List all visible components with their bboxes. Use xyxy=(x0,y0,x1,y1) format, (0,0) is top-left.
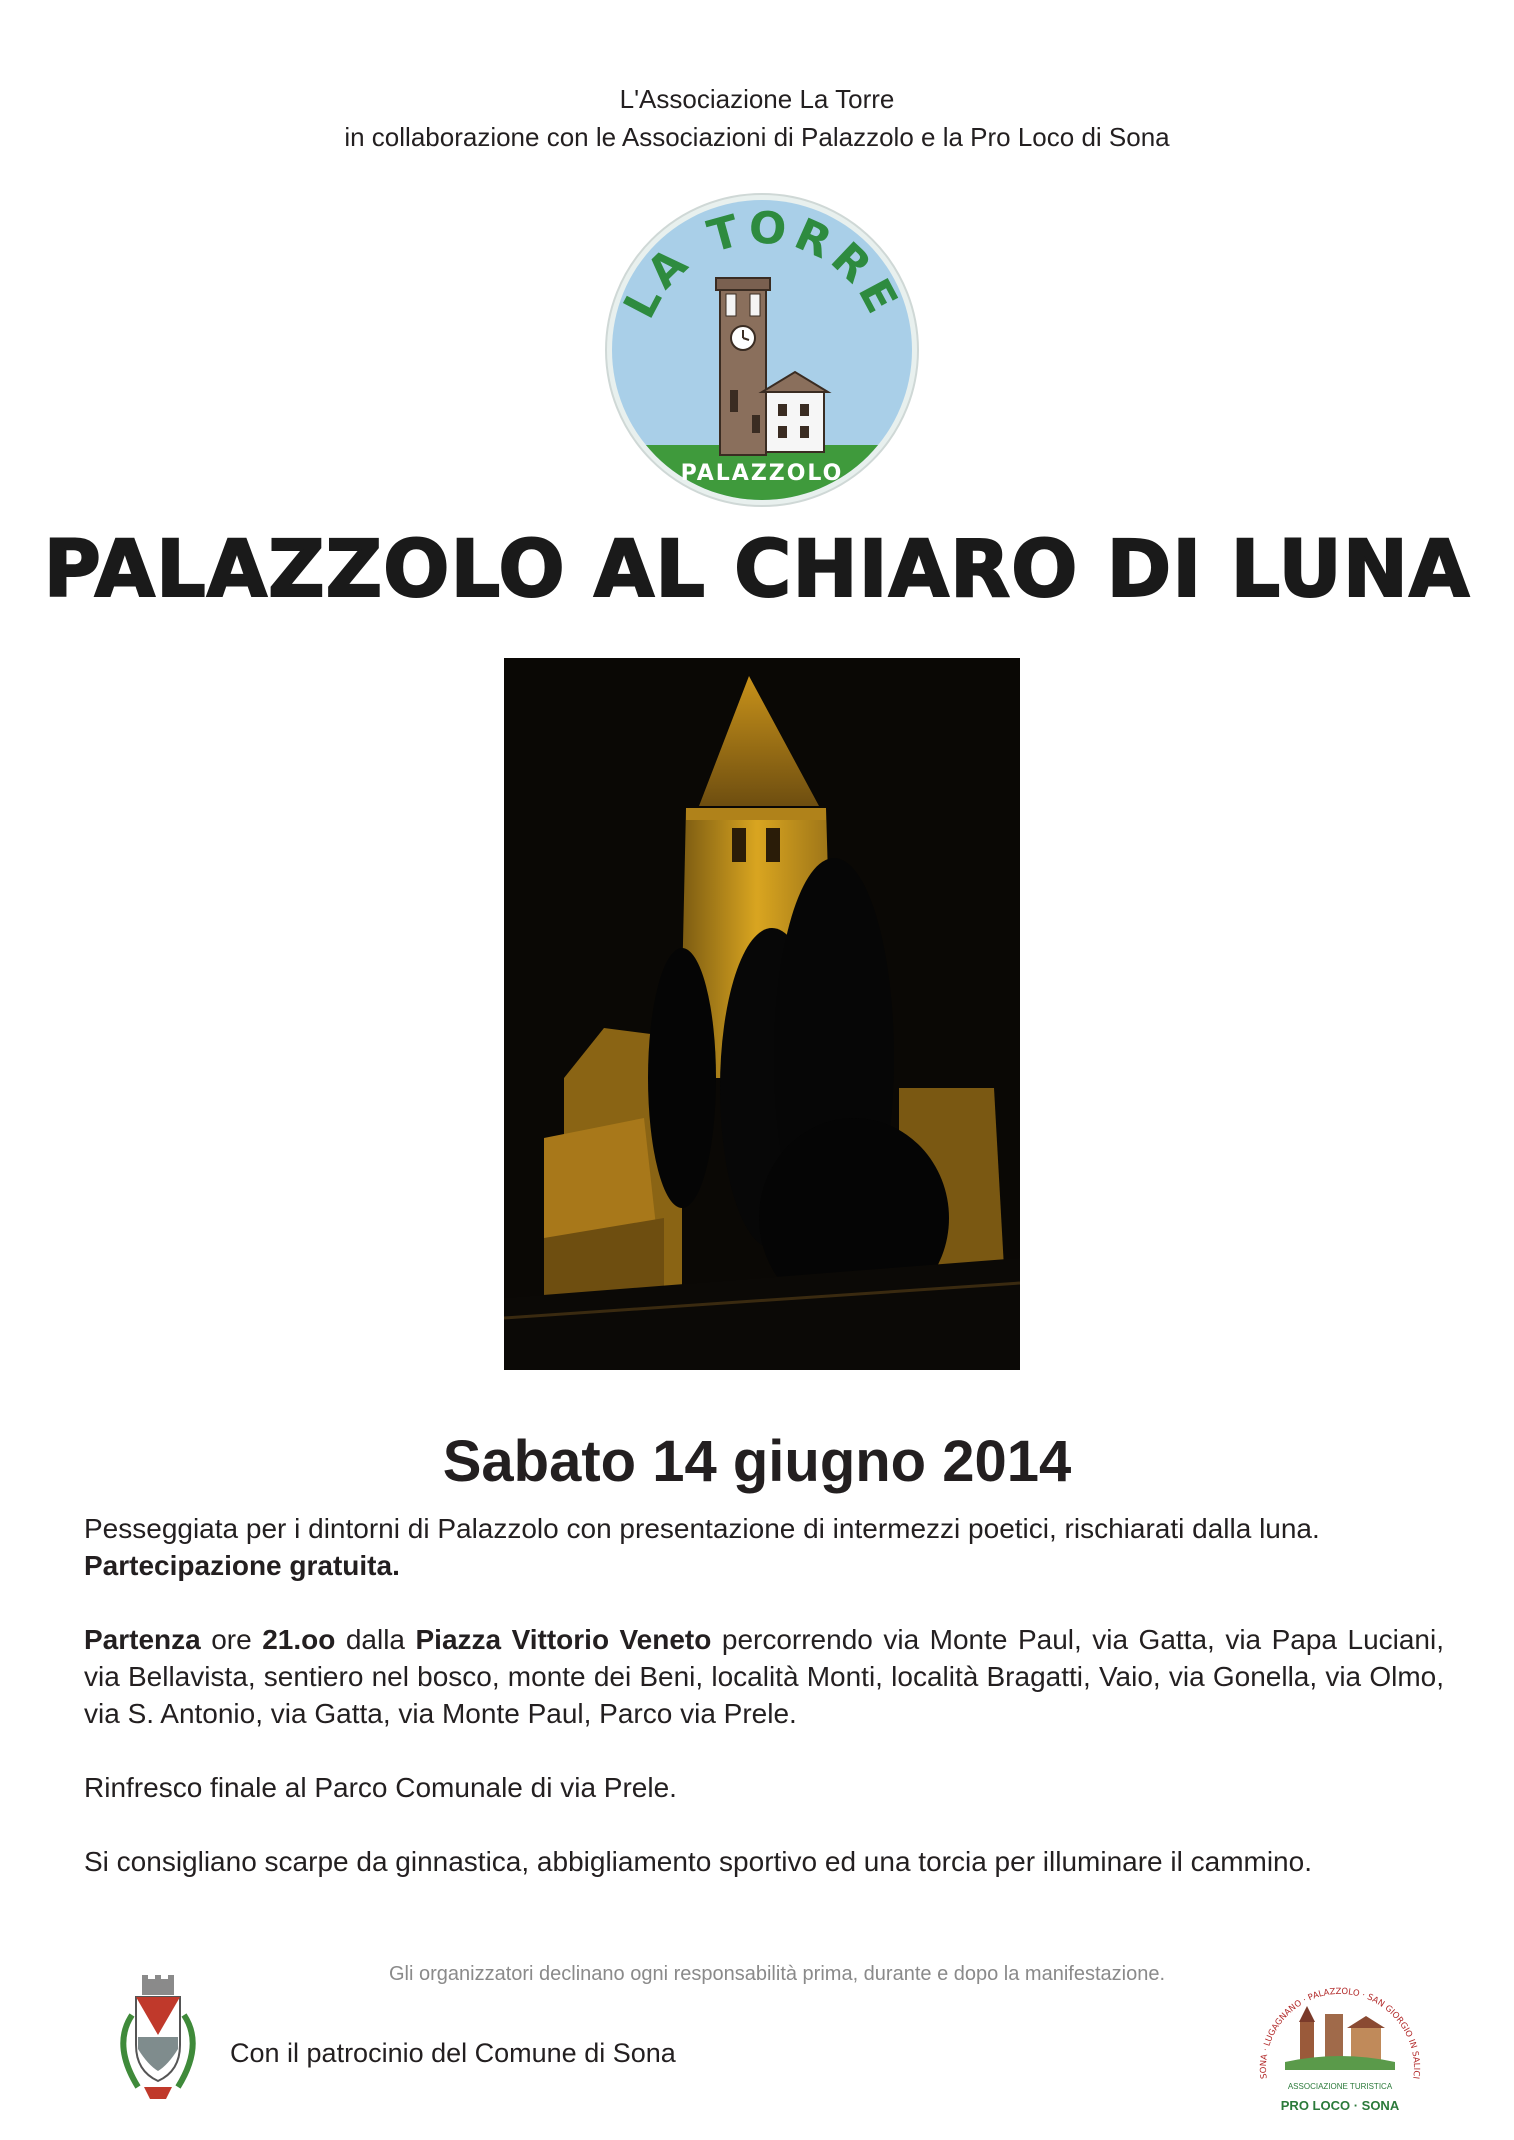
event-title: PALAZZOLO AL CHIARO DI LUNA xyxy=(43,525,1471,615)
paragraph-route xyxy=(84,1621,1444,1732)
header-line-2: in collaborazione con le Associazioni di Palazzolo e la Pro Loco di Sona xyxy=(344,122,1170,152)
paragraph-advice: Si consigliano scarpe da ginnastica, abbigliamento sportivo ed una torcia per illuminare il cammino. xyxy=(84,1846,1312,1877)
comune-sona-crest xyxy=(108,1975,208,2105)
paragraph-refreshment: Rinfresco finale al Parco Comunale di via Prele. xyxy=(84,1772,677,1803)
header xyxy=(0,80,1514,156)
route-text-1: ore xyxy=(200,1624,263,1655)
patronage-text: Con il patrocinio del Comune di Sona xyxy=(230,2038,676,2068)
proloco-arc-text: SONA · LUGAGNANO · PALAZZOLO · SAN GIORGIO IN SALICI xyxy=(1258,1986,1422,2080)
disclaimer: Gli organizzatori declinano ogni responsabilità prima, durante e dopo la manifestazione. xyxy=(388,1963,1165,1985)
departure-place: Piazza Vittorio Veneto xyxy=(415,1624,712,1655)
free-participation: Partecipazione gratuita. xyxy=(84,1550,400,1581)
church-night-photo xyxy=(504,658,1020,1370)
header-line-1: L'Associazione La Torre xyxy=(619,84,895,114)
event-date: Sabato 14 giugno 2014 xyxy=(442,1429,1072,1494)
route-text-2: dalla xyxy=(335,1624,416,1655)
departure-label: Partenza xyxy=(84,1624,201,1655)
event-description xyxy=(84,1510,1444,1917)
proloco-subtitle: ASSOCIAZIONE TURISTICA xyxy=(1287,2082,1393,2091)
departure-time: 21.oo xyxy=(262,1624,336,1655)
proloco-name: PRO LOCO · SONA xyxy=(1280,2098,1400,2113)
route-text-3: percorrendo via Monte Paul, via Gatta, via Papa Luciani, via Bellavista, sentiero nel bosco, monte dei Beni, località Monti, località Bragatti, Vaio, via Gonella, via Olmo, via S. Antonio, via Gatta, via Monte Paul, Parco via Prele. xyxy=(84,1624,1445,1729)
logo-banner-text: PALAZZOLO xyxy=(680,461,844,486)
la-torre-logo xyxy=(602,190,922,510)
logo-arc-text: LA TORRE xyxy=(614,202,910,327)
paragraph-intro xyxy=(84,1510,1444,1584)
intro-text: Pesseggiata per i dintorni di Palazzolo con presentazione di intermezzi poetici, rischiarati dalla luna. xyxy=(84,1513,1320,1544)
